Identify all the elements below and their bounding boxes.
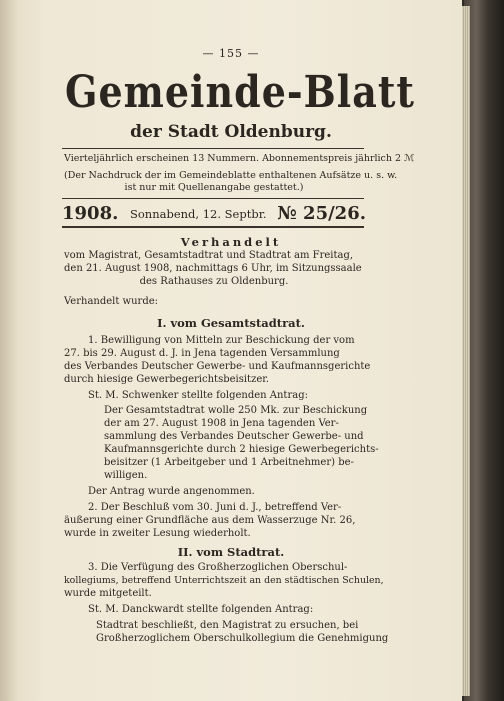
rule-issue (62, 226, 364, 228)
text-line: Verhandelt wurde: (64, 296, 159, 307)
rule-top (62, 148, 364, 149)
text-line: sammlung des Verbandes Deutscher Gewerbe- und (104, 431, 364, 442)
masthead-subtitle: der Stadt Oldenburg. (130, 122, 332, 142)
reprint-notice-line1: (Der Nachdruck der im Gemeindeblatte enthaltenen Aufsätze u. s. w. (64, 170, 398, 181)
issue-date: Sonnabend, 12. Septbr. (130, 207, 267, 221)
text-line: beisitzer (1 Arbeitgeber und 1 Arbeitnehmer) be- (104, 457, 354, 468)
reprint-notice-line2: ist nur mit Quellenangabe gestattet.) (124, 182, 304, 193)
subheading: I. vom Gesamtstadtrat. (157, 316, 305, 330)
text-line: St. M. Schwenker stellte folgenden Antrag: (88, 390, 308, 401)
issue-number: № 25/26. (277, 203, 366, 224)
text-line: der am 27. August 1908 in Jena tagenden Ver- (104, 418, 339, 429)
text-line: des Verbandes Deutscher Gewerbe- und Kaufmannsgerichte (64, 361, 371, 372)
text-line: Großherzoglichem Oberschulkollegium die Genehmigung (96, 633, 389, 644)
text-line: vom Magistrat, Gesamtstadtrat und Stadtrat am Freitag, (64, 250, 354, 261)
text-line: 27. bis 29. August d. J. in Jena tagenden Versammlung (64, 348, 340, 359)
text-line: äußerung einer Grundfläche aus dem Wasserzuge Nr. 26, (64, 515, 356, 526)
text-line: willigen. (104, 470, 148, 481)
text-line: St. M. Danckwardt stellte folgenden Antrag: (88, 604, 314, 615)
text-line: Der Antrag wurde angenommen. (88, 486, 255, 497)
text-line: den 21. August 1908, nachmittags 6 Uhr, im Sitzungssaale (64, 263, 362, 274)
issue-year: 1908. (62, 203, 119, 224)
text-line: kollegiums, betreffend Unterrichtszeit an den städtischen Schulen, (64, 575, 384, 586)
text-line: durch hiesige Gewerbegerichtsbeisitzer. (64, 374, 270, 385)
text-line: 2. Der Beschluß vom 30. Juni d. J., betreffend Ver- (88, 502, 342, 513)
subheading: II. vom Stadtrat. (177, 545, 285, 559)
text-line: Der Gesamtstadtrat wolle 250 Mk. zur Beschickung (104, 405, 368, 416)
masthead-title: Gemeinde-Blatt (65, 65, 415, 118)
text-line: des Rathauses zu Oldenburg. (139, 276, 289, 287)
book-cover-edge (464, 0, 504, 701)
text-line: Kaufmannsgerichte durch 2 hiesige Gewerbegerichts- (104, 444, 379, 455)
issue-line (62, 203, 366, 223)
rule-mid (62, 198, 364, 199)
text-line: Stadtrat beschließt, den Magistrat zu ersuchen, bei (96, 620, 359, 631)
text-line: 3. Die Verfügung des Großherzoglichen Oberschul- (88, 562, 348, 573)
page-number: — 155 — (202, 47, 260, 60)
text-line: 1. Bewilligung von Mitteln zur Beschickung der vom (88, 335, 355, 346)
section-heading: Verhandelt (180, 235, 282, 249)
text-line: wurde mitgeteilt. (64, 588, 152, 599)
text-line: wurde in zweiter Lesung wiederholt. (64, 528, 251, 539)
subscription-notice: Vierteljährlich erscheinen 13 Nummern. Abonnementspreis jährlich 2 ℳ (64, 153, 415, 164)
